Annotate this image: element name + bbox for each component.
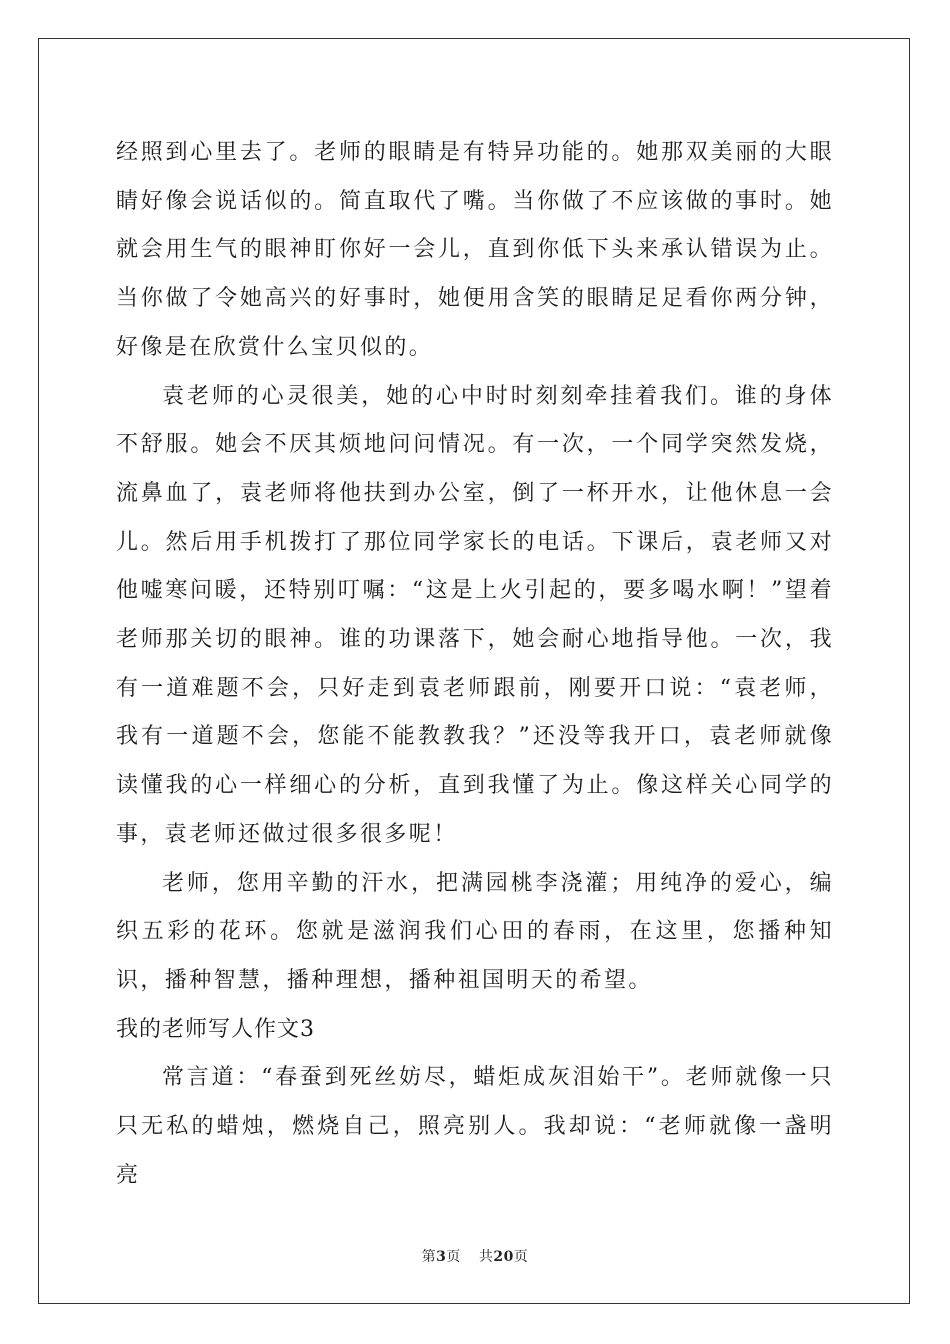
- section-heading: 我的老师写人作文3: [116, 1016, 315, 1042]
- footer-total-pages: 20: [493, 1249, 514, 1265]
- paragraph-2: 袁老师的心灵很美，她的心中时时刻刻牵挂着我们。谁的身体不舒服。她会不厌其烦地问问情况。有一次，一个同学突然发烧，流鼻血了，袁老师将他扶到办公室，倒了一杯开水，让他休息一会儿。然后用手机拨打了那位同学家长的电话。下课后，袁老师又对他嘘寒问暖，还特别叮嘱：“这是上火引起的，要多喝水啊！”望着老师那关切的眼神。谁的功课落下，她会耐心地指导他。一次，我有一道难题不会，只好走到袁老师跟前，刚要开口说：“袁老师，我有一道题不会，您能不能教教我？”还没等我开口，袁老师就像读懂我的心一样细心的分析，直到我懂了为止。像这样关心同学的事，袁老师还做过很多很多呢！: [116, 383, 834, 847]
- document-body: [116, 129, 834, 1200]
- footer-prefix: 第: [421, 1249, 437, 1265]
- paragraph-3: 老师，您用辛勤的汗水，把满园桃李浇灌；用纯净的爱心，编织五彩的花环。您就是滋润我们心田的春雨，在这里，您播种知识，播种智慧，播种理想，播种祖国明天的希望。: [116, 870, 834, 993]
- footer-total-prefix: 共: [478, 1249, 494, 1265]
- paragraph-1: 经照到心里去了。老师的眼睛是有特异功能的。她那双美丽的大眼睛好像会说话似的。简直取代了嘴。当你做了不应该做的事时。她就会用生气的眼神盯你好一会儿，直到你低下头来承认错误为止。当你做了令她高兴的好事时，她便用含笑的眼睛足足看你两分钟，好像是在欣赏什么宝贝似的。: [116, 140, 834, 360]
- page-footer: [0, 1246, 950, 1266]
- footer-page-suffix: 页: [446, 1249, 461, 1265]
- footer-page-number: 3: [436, 1249, 447, 1265]
- paragraph-4: 常言道：“春蚕到死丝妨尽，蜡炬成灰泪始干”。老师就像一只只无私的蜡烛，燃烧自己，照亮别人。我却说：“老师就像一盏明亮: [116, 1065, 834, 1188]
- footer-total-suffix: 页: [513, 1249, 529, 1265]
